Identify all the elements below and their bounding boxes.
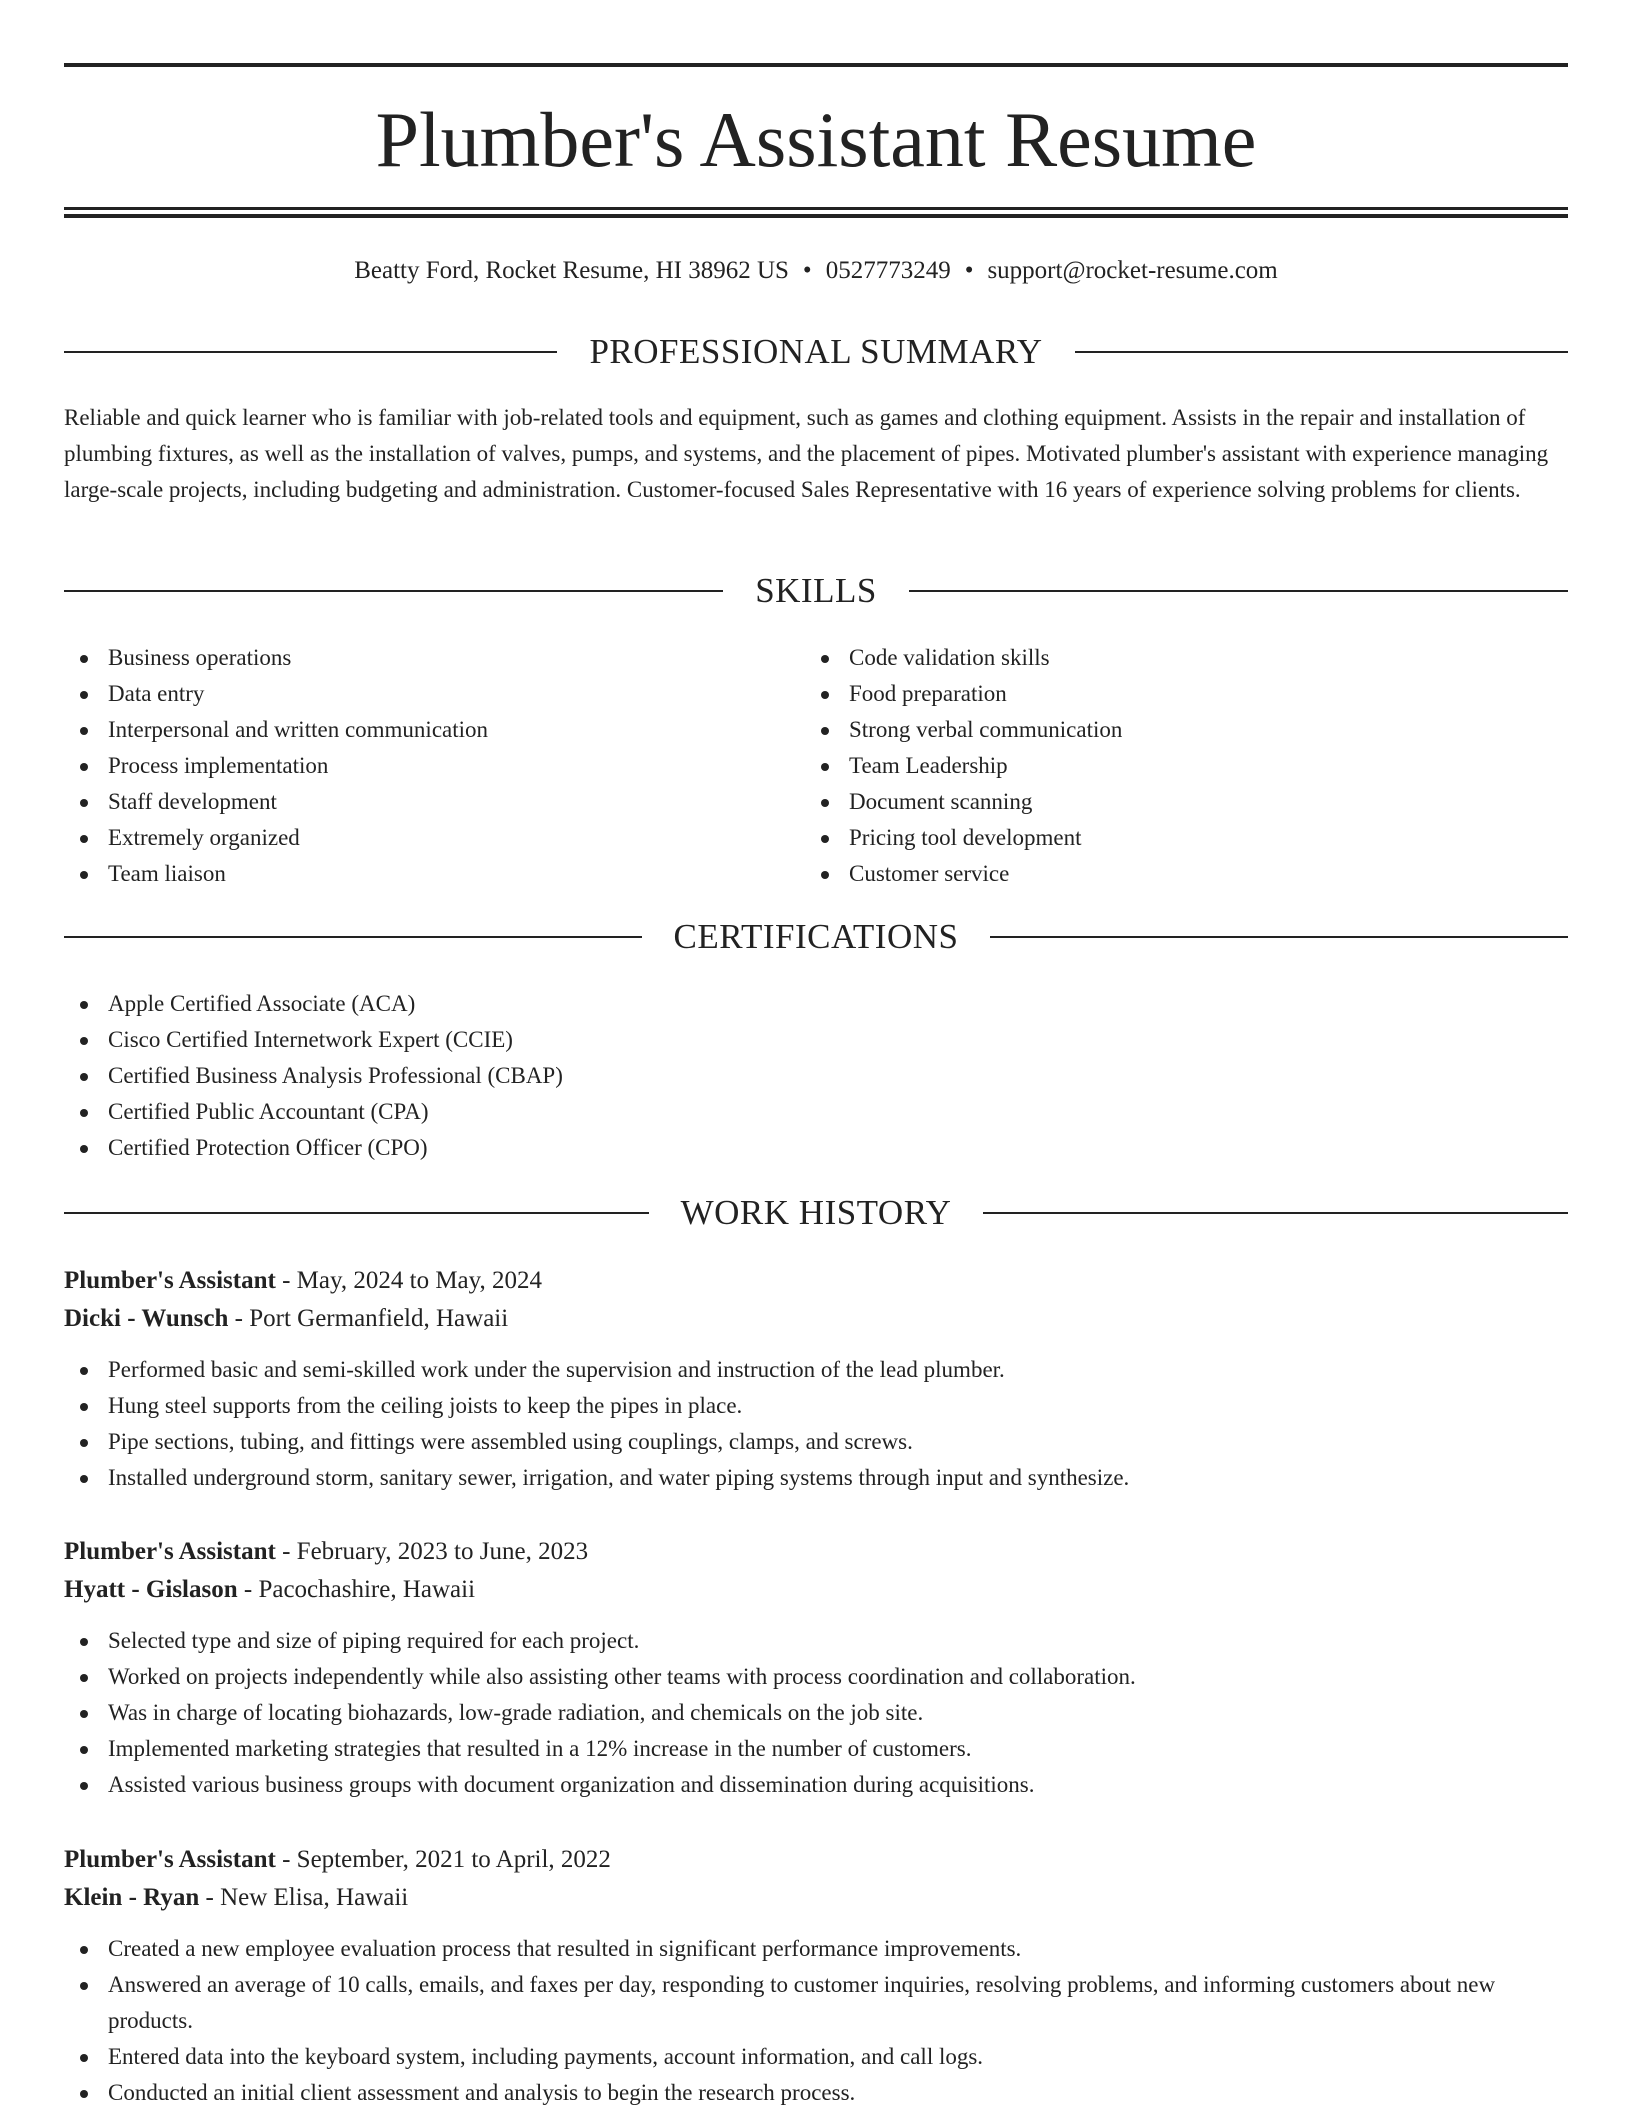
job-duty-item: Was in charge of locating biohazards, low-grade radiation, and chemicals on the job site. xyxy=(64,1695,1568,1731)
section-title-skills: SKILLS xyxy=(755,571,877,610)
skills-column-right xyxy=(805,640,1505,892)
job-duties-list xyxy=(64,1931,1568,2111)
job-duties-list xyxy=(64,1352,1568,1496)
contact-separator: • xyxy=(964,257,974,284)
job-duty-item: Installed underground storm, sanitary sewer, irrigation, and water piping systems through input and synthesize. xyxy=(64,1460,1568,1496)
skill-item: Interpersonal and written communication xyxy=(64,712,764,748)
skills-column-left xyxy=(64,640,764,892)
contact-email: support@rocket-resume.com xyxy=(987,257,1278,284)
skill-item: Team Leadership xyxy=(805,748,1505,784)
job-duty-item: Entered data into the keyboard system, including payments, account information, and call logs. xyxy=(64,2039,1568,2075)
job-company-line xyxy=(64,1879,1568,1917)
section-header-certifications xyxy=(64,915,1568,959)
section-rule-left xyxy=(64,936,642,938)
job-role: Plumber's Assistant xyxy=(64,1846,276,1873)
skill-item: Document scanning xyxy=(805,784,1505,820)
certification-item: Cisco Certified Internetwork Expert (CCIE) xyxy=(64,1022,1064,1058)
title-double-rule xyxy=(64,207,1568,218)
section-header-work-history xyxy=(64,1191,1568,1235)
contact-address: Beatty Ford, Rocket Resume, HI 38962 US xyxy=(354,257,789,284)
certification-item: Certified Business Analysis Professional (CBAP) xyxy=(64,1058,1064,1094)
resume-title: Plumber's Assistant Resume xyxy=(375,96,1257,183)
skills-list-left xyxy=(64,640,764,892)
job-company-line xyxy=(64,1571,1568,1609)
skill-item: Code validation skills xyxy=(805,640,1505,676)
job-duty-item: Assisted various business groups with document organization and dissemination during acquisitions. xyxy=(64,1767,1568,1803)
work-entry xyxy=(64,1533,1568,1803)
job-location: - Port Germanfield, Hawaii xyxy=(228,1305,509,1332)
section-rule-right xyxy=(983,1212,1568,1214)
skill-item: Process implementation xyxy=(64,748,764,784)
job-dates: - May, 2024 to May, 2024 xyxy=(275,1267,543,1294)
contact-line xyxy=(64,254,1568,288)
contact-phone: 0527773249 xyxy=(825,257,951,284)
job-role: Plumber's Assistant xyxy=(64,1538,276,1565)
skills-list-right xyxy=(805,640,1505,892)
section-header-skills xyxy=(64,569,1568,613)
skill-item: Data entry xyxy=(64,676,764,712)
job-location: - Pacochashire, Hawaii xyxy=(237,1576,476,1603)
section-header-summary xyxy=(64,330,1568,374)
section-rule-right xyxy=(909,590,1568,592)
job-duty-item: Created a new employee evaluation process that resulted in significant performance improvements. xyxy=(64,1931,1568,1967)
section-rule-right xyxy=(990,936,1568,938)
skill-item: Extremely organized xyxy=(64,820,764,856)
section-rule-right xyxy=(1075,351,1568,353)
job-dates: - February, 2023 to June, 2023 xyxy=(275,1538,589,1565)
job-dates: - September, 2021 to April, 2022 xyxy=(275,1846,611,1873)
skill-item: Customer service xyxy=(805,856,1505,892)
job-title-line xyxy=(64,1841,1568,1879)
certification-item: Certified Public Accountant (CPA) xyxy=(64,1094,1064,1130)
skill-item: Food preparation xyxy=(805,676,1505,712)
section-title-work-history: WORK HISTORY xyxy=(680,1193,952,1232)
certification-item: Certified Protection Officer (CPO) xyxy=(64,1130,1064,1166)
skill-item: Team liaison xyxy=(64,856,764,892)
job-duty-item: Worked on projects independently while also assisting other teams with process coordination and collaboration. xyxy=(64,1659,1568,1695)
job-location: - New Elisa, Hawaii xyxy=(199,1884,409,1911)
professional-summary-text: Reliable and quick learner who is familiar with job-related tools and equipment, such as games and clothing equipment. Assists in the repair and installation of plumbing fixtures, as well as the installation of valves, pumps, and systems, and the placement of pipes. Motivated plumber's assistant with experience managing large-scale projects, including budgeting and administration. Customer-focused Sales Representative with 16 years of experience solving problems for clients. xyxy=(64,405,1549,502)
section-rule-left xyxy=(64,1212,649,1214)
contact-separator: • xyxy=(802,257,812,284)
job-company-line xyxy=(64,1300,1568,1338)
job-duties-list xyxy=(64,1623,1568,1803)
job-company: Dicki - Wunsch xyxy=(64,1305,229,1332)
top-rule xyxy=(64,63,1568,67)
job-duty-item: Conducted an initial client assessment and analysis to begin the research process. xyxy=(64,2075,1568,2111)
section-rule-left xyxy=(64,590,723,592)
job-title-line xyxy=(64,1262,1568,1300)
work-entry xyxy=(64,1262,1568,1496)
job-role: Plumber's Assistant xyxy=(64,1267,276,1294)
section-title-summary: PROFESSIONAL SUMMARY xyxy=(589,332,1043,371)
certifications-list xyxy=(64,986,1064,1166)
skill-item: Staff development xyxy=(64,784,764,820)
certification-item: Apple Certified Associate (ACA) xyxy=(64,986,1064,1022)
job-duty-item: Pipe sections, tubing, and fittings were assembled using couplings, clamps, and screws. xyxy=(64,1424,1568,1460)
job-duty-item: Answered an average of 10 calls, emails, and faxes per day, responding to customer inquiries, resolving problems, and informing customers about new products. xyxy=(64,1967,1568,2039)
job-company: Hyatt - Gislason xyxy=(64,1576,238,1603)
job-duty-item: Performed basic and semi-skilled work under the supervision and instruction of the lead plumber. xyxy=(64,1352,1568,1388)
job-duty-item: Selected type and size of piping required for each project. xyxy=(64,1623,1568,1659)
section-rule-left xyxy=(64,351,557,353)
skill-item: Pricing tool development xyxy=(805,820,1505,856)
job-duty-item: Implemented marketing strategies that resulted in a 12% increase in the number of customers. xyxy=(64,1731,1568,1767)
job-company: Klein - Ryan xyxy=(64,1884,200,1911)
skill-item: Business operations xyxy=(64,640,764,676)
section-title-certifications: CERTIFICATIONS xyxy=(673,917,959,956)
job-title-line xyxy=(64,1533,1568,1571)
skill-item: Strong verbal communication xyxy=(805,712,1505,748)
job-duty-item: Hung steel supports from the ceiling joists to keep the pipes in place. xyxy=(64,1388,1568,1424)
work-entry xyxy=(64,1841,1568,2111)
